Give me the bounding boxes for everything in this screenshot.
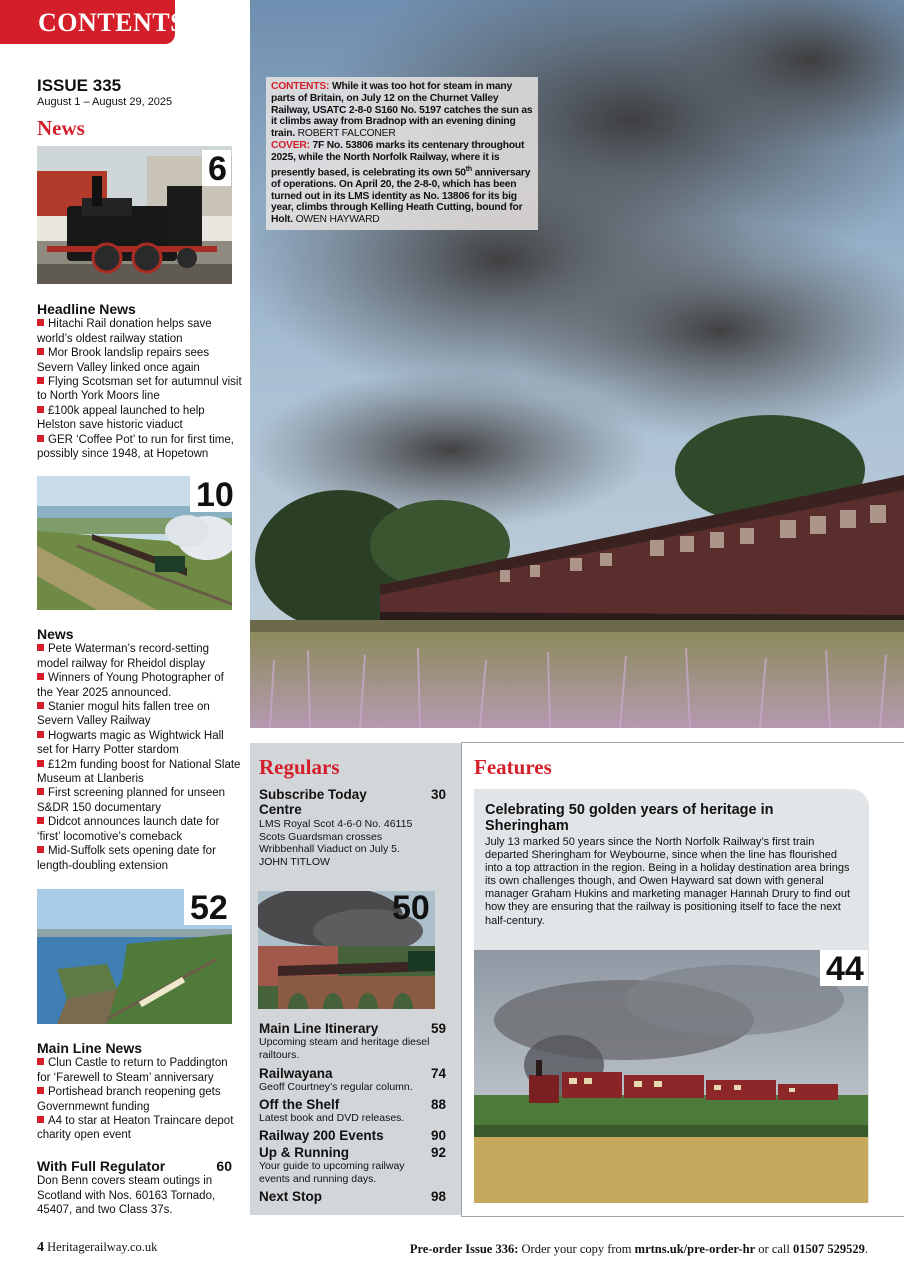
bullet-icon <box>37 673 44 680</box>
subscribe-entry[interactable] <box>259 787 446 868</box>
bullet-icon <box>37 406 44 413</box>
page-number-52: 52 <box>184 889 232 925</box>
bullet-icon <box>37 1087 44 1094</box>
page-number-6: 6 <box>202 150 231 186</box>
bullet-icon <box>37 348 44 355</box>
full-regulator-text: Don Benn covers steam outings in Scotland with Nos. 60163 Tornado, 45407, and two Class 37s. <box>37 1175 216 1217</box>
full-regulator-section[interactable] <box>37 1159 232 1218</box>
list-item[interactable]: Pete Waterman’s record-setting model railway for Rheidol display <box>37 643 210 670</box>
regulars-panel <box>250 743 472 1215</box>
list-item[interactable]: First screening planned for unseen S&DR 150 documentary <box>37 787 226 814</box>
list-item[interactable]: Winners of Young Photographer of the Year 2025 announced. <box>37 672 224 699</box>
bullet-icon <box>37 702 44 709</box>
page-number-10: 10 <box>190 476 238 512</box>
caption-cover-sup: th <box>465 165 472 173</box>
bullet-icon <box>37 760 44 767</box>
bullet-icon <box>37 1116 44 1123</box>
regular-entry-4[interactable]: Up & Running 92 Your guide to upcoming railway events and running days. <box>259 1145 446 1185</box>
subscribe-credit: JOHN TITLOW <box>259 855 330 868</box>
regular-entry-3[interactable]: Railway 200 Events 90 <box>259 1128 446 1143</box>
news-section <box>37 627 242 873</box>
feature-title: Celebrating 50 golden years of heritage in Sheringham <box>485 802 774 834</box>
footer-site[interactable]: Heritagerailway.co.uk <box>47 1240 158 1254</box>
caption-contents-text: While it was too hot for steam in many parts of Britain, on July 12 on the Churnet Valley Railway, USATC 2-8-0 S160 No. 5197 catches the sun as it climbs away from Bradnop with an evening dining train. <box>271 81 533 140</box>
caption-contents-label: CONTENTS: <box>271 81 330 92</box>
regular-entry-0[interactable]: Main Line Itinerary 59 Upcoming steam and heritage diesel railtours. <box>259 1021 446 1061</box>
preorder-phone[interactable]: 01507 529529 <box>793 1242 865 1256</box>
bullet-icon <box>37 846 44 853</box>
caption-contents-credit: ROBERT FALCONER <box>297 128 396 140</box>
bullet-icon <box>37 319 44 326</box>
caption-cover-label: COVER: <box>271 139 310 151</box>
list-item[interactable]: Mor Brook landslip repairs sees Severn Valley linked once again <box>37 347 210 374</box>
footer-preorder: Pre-order Issue 336: Order your copy from mrtns.uk/pre-order-hr or call 01507 529529. <box>409 1242 868 1256</box>
regular-entry-1[interactable]: Railwayana 74 Geoff Courtney’s regular column. <box>259 1066 446 1093</box>
list-item[interactable]: Stanier mogul hits fallen tree on Severn Valley Railway <box>37 701 210 728</box>
list-item[interactable]: Portishead branch reopening gets Governmewnt funding <box>37 1086 221 1113</box>
subscribe-text: LMS Royal Scot 4-6-0 No. 46115 Scots Guardsman crosses Wribbenhall Viaduct on July 5. <box>259 818 413 856</box>
regulars-heading: Regulars <box>259 755 340 779</box>
contents-tab: CONTENTS <box>0 0 175 44</box>
footer-left <box>37 1240 157 1256</box>
cover-caption <box>266 77 538 230</box>
main-line-news-title: Main Line News <box>37 1040 143 1056</box>
issue-title: ISSUE 335 <box>37 76 122 95</box>
bullet-icon <box>37 788 44 795</box>
list-item[interactable]: Mid-Suffolk sets opening date for length-doubling extension <box>37 845 216 872</box>
bullet-icon <box>37 817 44 824</box>
list-item[interactable]: £100k appeal launched to help Helston save historic viaduct <box>37 404 205 432</box>
list-item[interactable]: GER ‘Coffee Pot’ to run for first time, possibly since 1948, at Hopetown <box>37 433 234 461</box>
bullet-icon <box>37 644 44 651</box>
full-regulator-title: With Full Regulator 60 <box>37 1158 232 1174</box>
feature-photo[interactable] <box>474 950 868 1203</box>
issue-dates: August 1 – August 29, 2025 <box>37 96 173 108</box>
main-line-news-section <box>37 1041 242 1143</box>
full-regulator-page: 60 <box>216 1158 232 1174</box>
sheringham-train-photo <box>474 950 868 1203</box>
bullet-icon <box>37 377 44 384</box>
features-heading: Features <box>474 755 552 779</box>
bullet-icon <box>37 435 44 442</box>
subscribe-title: Subscribe Today Centre <box>259 787 367 817</box>
bullet-icon <box>37 1058 44 1065</box>
list-item[interactable]: £12m funding boost for National Slate Museum at Llanberis <box>37 758 241 786</box>
list-item[interactable]: Hogwarts magic as Wightwick Hall set for Harry Potter stardom <box>37 729 224 757</box>
news-title: News <box>37 626 74 642</box>
regular-entry-5[interactable]: Next Stop 98 <box>259 1189 446 1204</box>
caption-cover-text-2: anniversary of operations. On April 20, the 2-8-0, which has been turned out in its LMS identity as No. 13806 for its big year, climbs through Kelling Heath Cutting, bound for Holt. <box>271 167 531 226</box>
list-item[interactable]: Didcot announces launch date for ‘first’ locomotive’s comeback <box>37 816 220 843</box>
headline-news-title: Headline News <box>37 301 136 317</box>
page-number-50: 50 <box>392 889 430 927</box>
list-item[interactable]: A4 to star at Heaton Traincare depot charity open event <box>37 1115 234 1142</box>
list-item[interactable]: Flying Scotsman set for autumnul visit to North York Moors line <box>37 376 242 403</box>
bullet-icon <box>37 731 44 738</box>
list-item[interactable]: Hitachi Rail donation helps save world’s oldest railway station <box>37 318 212 345</box>
footer-page-number: 4 <box>37 1240 44 1255</box>
subscribe-page: 30 <box>430 787 446 802</box>
regular-entry-2[interactable]: Off the Shelf 88 Latest book and DVD releases. <box>259 1097 446 1124</box>
caption-cover-text: 7F No. 53806 marks its centenary throughout 2025, while the North Norfolk Railway, where it is presently based, is celebrating its own 50 <box>271 139 525 178</box>
feature-text: July 13 marked 50 years since the North Norfolk Railway’s first train departed Sheringham for Weybourne, since when the line has flourished into a top attraction in the region. Being in a holiday destination area brings its own challenges though, and Owen Hayward sat down with general manager Graham Hukins and marketing manager Hannah Drury to find out how they are ensuring that the railway is positioning itself to face the next half-century. <box>485 836 851 927</box>
preorder-link[interactable]: mrtns.uk/pre-order-hr <box>634 1242 756 1256</box>
caption-cover-credit: OWEN HAYWARD <box>295 214 380 226</box>
headline-news-section <box>37 302 242 461</box>
page-number-44: 44 <box>820 950 868 986</box>
news-heading: News <box>37 116 85 140</box>
list-item[interactable]: Clun Castle to return to Paddington for ‘Farewell to Steam’ anniversary <box>37 1057 228 1084</box>
